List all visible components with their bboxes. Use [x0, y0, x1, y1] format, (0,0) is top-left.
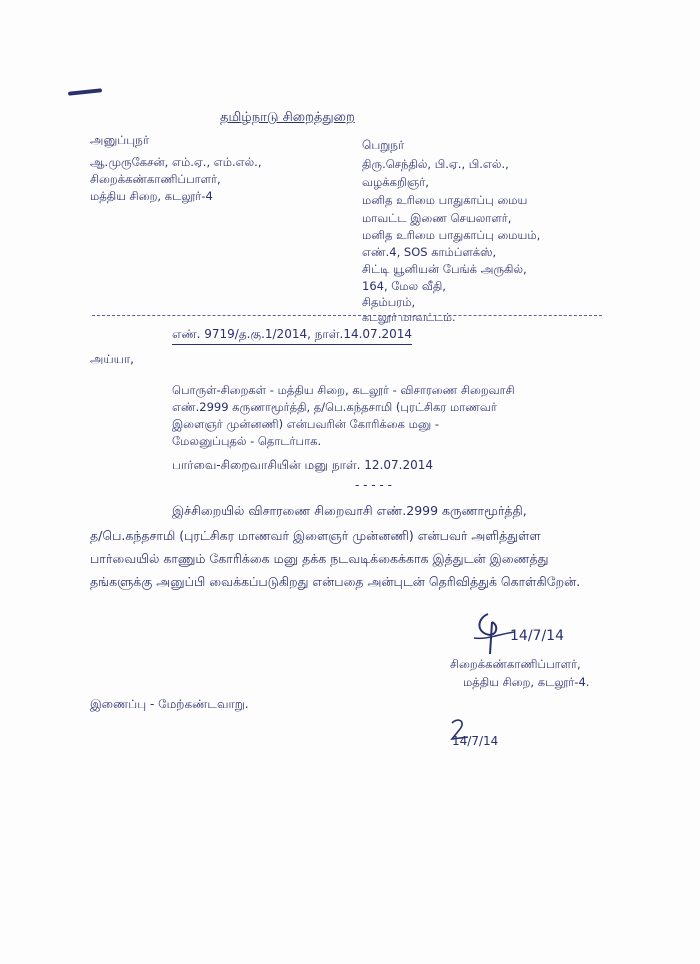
pen-stroke-mark — [68, 88, 102, 96]
divider-dashed — [92, 315, 602, 316]
body-line-2: த/பெ.கந்தசாமி (புரட்சிகர மாணவர் இளைஞர் முன்னணி) என்பவர் அளித்துள்ள — [90, 528, 541, 543]
signature-date: 14/7/14 — [510, 628, 564, 644]
from-line-2: சிறைக்கண்காணிப்பாளர், — [90, 172, 221, 186]
signature-designation: சிறைக்கண்காணிப்பாளர், — [450, 657, 581, 671]
bottom-initial-date: 14/7/14 — [452, 734, 499, 748]
to-label: பெறுநர் — [362, 138, 405, 152]
enclosure-note: இணைப்பு - மேற்கண்டவாறு. — [90, 697, 249, 711]
body-line-3: பார்வையில் காணும் கோரிக்கை மனு தக்க நடவடிக்கைக்காக இத்துடன் இணைத்து — [90, 551, 549, 566]
from-label: அனுப்புநர் — [90, 133, 150, 147]
body-line-1: இச்சிறையில் விசாரணை சிறைவாசி எண்.2999 கருணாமூர்த்தி, — [172, 503, 527, 518]
to-line-9: சிதம்பரம், — [362, 295, 416, 309]
reference-seen: பார்வை-சிறைவாசியின் மனு நாள். 12.07.2014 — [172, 458, 434, 472]
to-line-5: மனித உரிமை பாதுகாப்பு மையம், — [362, 228, 541, 242]
to-line-10: கடலூர் மாவட்டம். — [362, 311, 456, 324]
subject-line-3: இளைஞர் முன்னணி) என்பவரின் கோரிக்கை மனு - — [172, 417, 440, 431]
to-line-8: 164, மேல வீதி, — [362, 279, 446, 293]
from-line-3: மத்திய சிறை, கடலூர்-4 — [90, 189, 213, 203]
separator-dashes: - - - - - — [355, 478, 392, 492]
to-line-7: சிட்டி யூனியன் பேங்க் அருகில், — [362, 262, 527, 276]
reference-number: எண். 9719/த.கு.1/2014, நாள்.14.07.2014 — [172, 327, 412, 345]
body-line-4: தங்களுக்கு அனுப்பி வைக்கப்படுகிறது என்பதை அன்புடன் தெரிவித்துக் கொள்கிறேன். — [90, 574, 581, 589]
salutation: அய்யா, — [90, 352, 134, 366]
to-line-3: மனித உரிமை பாதுகாப்பு மைய — [362, 193, 528, 207]
subject-line-1: பொருள்-சிறைகள் - மத்திய சிறை, கடலூர் - விசாரணை சிறைவாசி — [172, 383, 515, 397]
subject-line-2: எண்.2999 கருணாமூர்த்தி, த/பெ.கந்தசாமி (புரட்சிகர மாணவர் — [172, 400, 497, 414]
to-line-4: மாவட்ட இணை செயலாளர், — [362, 211, 512, 225]
to-line-6: எண்.4, SOS காம்ப்ளக்ஸ், — [362, 245, 497, 259]
letter-heading: தமிழ்நாடு சிறைத்துறை — [220, 110, 355, 125]
to-line-1: திரு.செந்தில், பி.ஏ., பி.எல்., — [362, 157, 509, 171]
subject-line-4: மேலனுப்புதல் - தொடர்பாக. — [172, 434, 322, 448]
from-line-1: ஆ.முருகேசன், எம்.ஏ., எம்.எல்., — [90, 155, 262, 169]
signature-office: மத்திய சிறை, கடலூர்-4. — [463, 675, 590, 689]
to-line-2: வழக்கறிஞர், — [362, 175, 429, 189]
